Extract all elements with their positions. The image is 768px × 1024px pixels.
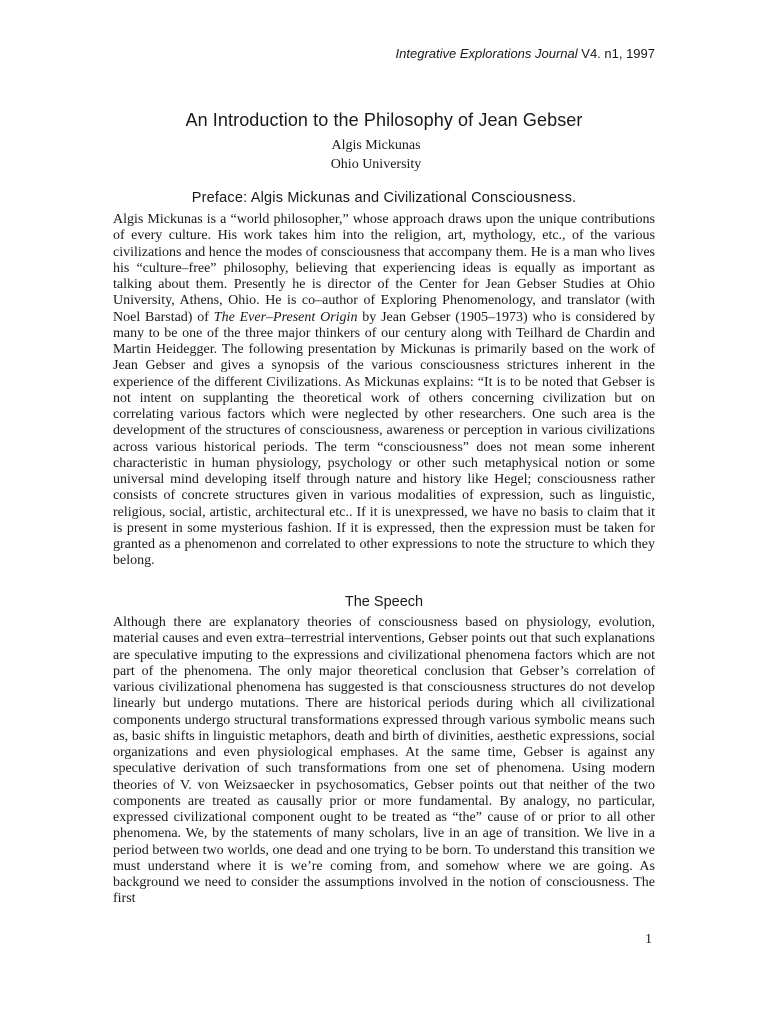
preface-heading: Preface: Algis Mickunas and Civilizational Consciousness. [191, 190, 577, 206]
book-title: The Ever–Present Origin [213, 309, 358, 325]
article-title: An Introduction to the Philosophy of Jean Gebser [185, 110, 583, 130]
author-name: Algis Mickunas [331, 138, 421, 153]
speech-paragraph: Although there are explanatory theories of consciousness based on physiology, evolution, material causes and even extra–terrestrial interventions, Gebser points out that such explanations are speculative imputing to the expressions and civilizational phenomena factors which are not part of the phenomena. The only major theoretical conclusion that Gebser’s correlation of various civilizational phenomena has suggested is that consciousness structures do not develop linearly but undergo mutations. There are historical periods during which all civilizational components undergo structural transformations expressed through various symbolic means such as, basic shifts in linguistic metaphors, death and birth of divinities, aesthetic expressions, social organizations and even physiological emphases. At the same time, Gebser is against any speculative derivation of such transformations from one set of phenomena. Using modern theories of V. von Weizsaecker in psychosomatics, Gebser points out that neither of the two components are treated as causally prior or more fundamental. By analogy, no particular, expressed civilizational component ought to be treated as “the” cause of or prior to all other phenomena. We, by the statements of many scholars, live in an age of transition. We live in a period between two worlds, one dead and one trying to be born. To understand this transition we must understand where it is we’re coming from, and somehow where we are going. As background we need to consider the assumptions involved in the notion of consciousness. The first [113, 615, 655, 907]
journal-volume: V4. n1, 1997 [577, 46, 655, 61]
journal-header [396, 46, 655, 61]
journal-name: Integrative Explorations Journal [395, 46, 578, 61]
preface-paragraph [113, 212, 655, 570]
speech-heading: The Speech [344, 594, 424, 610]
page-number: 1 [645, 932, 652, 947]
author-affiliation: Ohio University [330, 157, 422, 172]
preface-text-end: by Jean Gebser (1905–1973) who is considered by many to be one of the three major thinkers of our century along with Teilhard de Chardin and Martin Heidegger. The following presentation by Mickunas is primarily based on the work of Jean Gebser and gives a synopsis of the various consciousness strictures inherent in the experience of the different Civilizations. As Mickunas explains: “It is to be noted that Gebser is not intent on supplanting the theoretical work of others concerning civilization but on correlating various factors which were neglected by other researchers. One such area is the development of the structures of consciousness, awareness or perception in various civilizations across various historical periods. The term “consciousness” does not mean some inherent characteristic in human physiology, psychology or other such metaphysical notion or some universal mind developing itself through nature and history like Hegel; consciousness rather consists of concrete structures given in various modalities of expression, such as linguistic, religious, social, artistic, architectural etc.. If it is unexpressed, we have no basis to claim that it is present in some mysterious fashion. If it is expressed, then the expression must be taken for granted as a phenomenon and correlated to other expressions to note the structure to which they belong. [113, 309, 655, 569]
author-block [0, 136, 752, 174]
preface-text-start: Algis Mickunas is a “world philosopher,” whose approach draws upon the unique contributions of every culture. His work takes him into the religion, art, mythology, etc., of the various civilizations and hence the modes of consciousness that accompany them. He is a man who lives his “culture–free” philosophy, believing that experiencing ideas is equally as important as talking about them. Presently he is director of the Center for Jean Gebser Studies at Ohio University, Athens, Ohio. He is co–author of Exploring Phenomenology, and translator (with Noel Barstad) of [113, 212, 655, 325]
